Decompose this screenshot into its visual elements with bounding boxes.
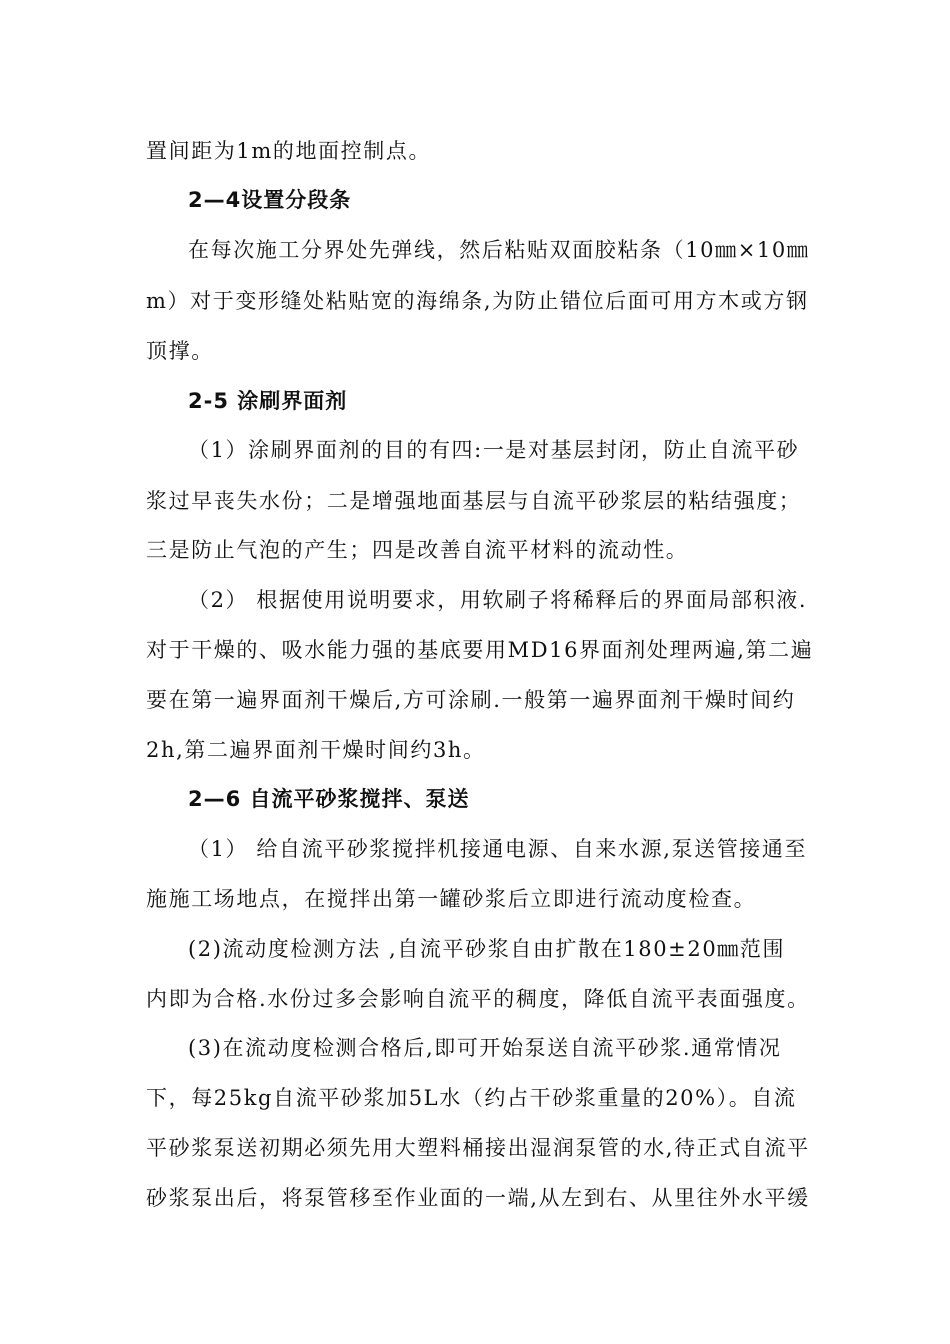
text-line: 要在第一遍界面剂干燥后,方可涂刷.一般第一遍界面剂干燥时间约 <box>146 688 796 712</box>
text-line: 对于干燥的、吸水能力强的基底要用MD16界面剂处理两遍,第二遍 <box>146 638 814 662</box>
text-line: （1） 给自流平砂浆搅拌机接通电源、自来水源,泵送管接通至 <box>188 837 808 861</box>
text-line: 浆过早丧失水份；二是增强地面基层与自流平砂浆层的粘结强度； <box>146 489 802 513</box>
text-line: (2)流动度检测方法 ,自流平砂浆自由扩散在180±20㎜范围 <box>188 937 786 961</box>
text-line: 置间距为1m的地面控制点。 <box>146 139 432 163</box>
text-line: 平砂浆泵送初期必须先用大塑料桶接出湿润泵管的水,待正式自流平 <box>146 1136 810 1160</box>
text-line: 下，每25kg自流平砂浆加5L水（约占干砂浆重量的20%）。自流 <box>146 1086 797 1110</box>
text-line: 顶撑。 <box>146 339 214 363</box>
text-line: m）对于变形缝处粘贴宽的海绵条,为防止错位后面可用方木或方钢 <box>146 289 809 313</box>
text-line: 施施工场地点，在搅拌出第一罐砂浆后立即进行流动度检查。 <box>146 887 757 911</box>
text-line: 内即为合格.水份过多会影响自流平的稠度，降低自流平表面强度。 <box>146 987 810 1011</box>
text-line: 2h,第二遍界面剂干燥时间约3h。 <box>146 738 486 762</box>
text-line: 砂浆泵出后，将泵管移至作业面的一端,从左到右、从里往外水平缓 <box>146 1186 810 1210</box>
section-heading-2-5: 2-5 涂刷界面剂 <box>188 389 348 413</box>
section-heading-2-6: 2—6 自流平砂浆搅拌、泵送 <box>188 787 470 811</box>
text-line: (3)在流动度检测合格后,即可开始泵送自流平砂浆.通常情况 <box>188 1036 782 1060</box>
text-line: 在每次施工分界处先弹线，然后粘贴双面胶粘条（10㎜×10㎜ <box>188 238 810 262</box>
text-line: （1）涂刷界面剂的目的有四:一是对基层封闭，防止自流平砂 <box>188 438 800 462</box>
section-heading-2-4: 2—4设置分段条 <box>188 188 352 212</box>
text-line: 三是防止气泡的产生；四是改善自流平材料的流动性。 <box>146 538 689 562</box>
text-line: （2） 根据使用说明要求，用软刷子将稀释后的界面局部积液. <box>188 588 808 612</box>
